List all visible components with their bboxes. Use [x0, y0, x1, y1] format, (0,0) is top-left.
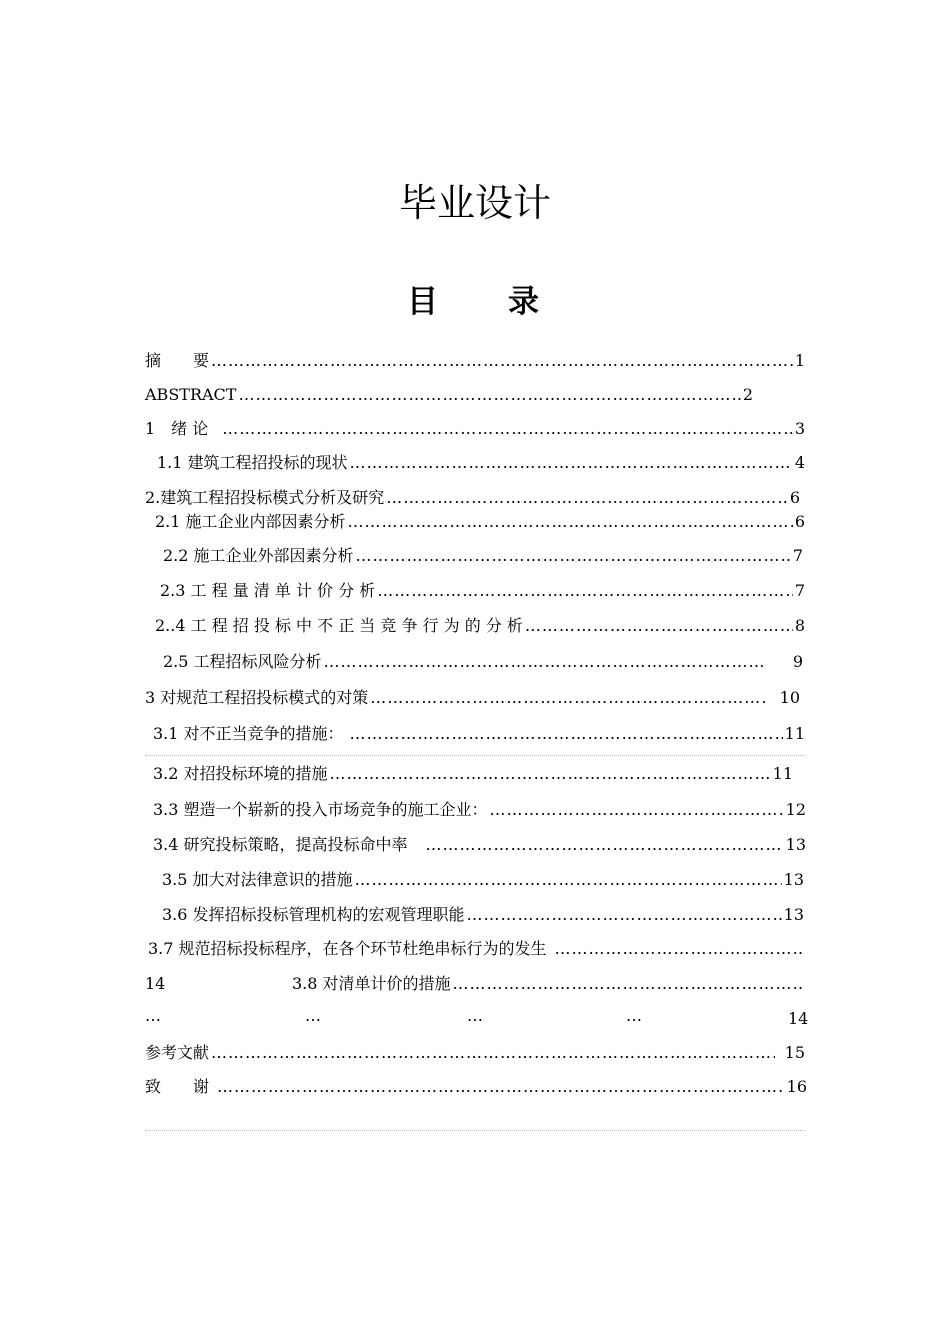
toc-entry-page: 3 [794, 419, 805, 438]
toc-leader-dots [330, 763, 771, 785]
toc-leader-dots [356, 545, 791, 567]
toc-entry-page: 11 [772, 764, 793, 783]
toc-entry-chapter-3[interactable] [145, 687, 800, 709]
toc-entry-label: 2.1 施工企业内部因素分析 [155, 512, 346, 531]
toc-entry-page: 11 [784, 724, 805, 743]
toc-entry-acknowledgements[interactable] [145, 1076, 807, 1098]
toc-leader-dots [377, 580, 793, 602]
toc-entry-3-4[interactable] [153, 834, 806, 856]
toc-entry-2-5[interactable] [163, 651, 803, 673]
toc-leader-dots [355, 869, 782, 891]
toc-entry-3-8[interactable] [292, 973, 805, 995]
toc-entry-label: 2.2 施工企业外部因素分析 [163, 546, 354, 565]
toc-entry-3-7[interactable] [148, 938, 805, 960]
toc-entry-label: 1 绪 论 [145, 419, 209, 438]
toc-entry-2-4[interactable] [155, 615, 805, 637]
toc-entry-1-1[interactable] [157, 452, 805, 474]
toc-entry-2-2[interactable] [163, 545, 803, 567]
toc-entry-page: 14 [145, 974, 166, 993]
toc-entry-page: 13 [783, 905, 804, 924]
toc-entry-label: 2.建筑工程招投标模式分析及研究 [145, 488, 385, 507]
toc-entry-chapter-2[interactable] [145, 487, 800, 509]
toc-entry-page: 13 [783, 870, 804, 889]
toc-entry-page: 9 [792, 652, 803, 671]
toc-leader-dots [350, 723, 783, 745]
toc-leader-dots [238, 384, 740, 406]
toc-entry-page: 2 [742, 385, 753, 404]
toc-entry-abstract-en[interactable] [145, 384, 753, 406]
toc-entry-3-1[interactable] [153, 723, 805, 745]
toc-wrap-dots: … [626, 1006, 642, 1025]
toc-entry-page: 6 [789, 488, 800, 507]
toc-entry-page: 6 [794, 512, 805, 531]
toc-entry-3-2[interactable] [153, 763, 793, 785]
toc-entry-page: 12 [785, 800, 806, 819]
toc-leader-dots [525, 615, 793, 637]
toc-entry-label: 3.5 加大对法律意识的措施 [162, 870, 353, 889]
toc-wrap-dots: … [467, 1006, 483, 1025]
toc-entry-label: 3.1 对不正当竞争的措施： [153, 724, 344, 743]
toc-leader-dots [211, 350, 793, 372]
toc-entry-page: 1 [794, 351, 805, 370]
toc-entry-label: 2.3 工 程 量 清 单 计 价 分 析 [160, 581, 376, 600]
toc-entry-page: 10 [779, 688, 800, 707]
toc-entry-page: 4 [794, 453, 805, 472]
toc-entry-page: 8 [794, 616, 805, 635]
dotted-separator [145, 1130, 805, 1131]
toc-entry-page: 14 [788, 1009, 809, 1028]
toc-entry-3-6[interactable] [162, 904, 804, 926]
toc-entry-label: 致 谢 [145, 1077, 210, 1096]
toc-entry-label: 2..4 工 程 招 投 标 中 不 正 当 竞 争 行 为 的 分 析 [155, 616, 523, 635]
toc-entry-label: 3.4 研究投标策略，提高投标命中率 [153, 835, 408, 854]
toc-leader-dots [211, 1042, 775, 1064]
toc-entry-3-5[interactable] [162, 869, 804, 891]
toc-entry-label: 参考文献 [145, 1043, 210, 1062]
toc-entry-page: 7 [794, 581, 805, 600]
toc-leader-dots [467, 904, 782, 926]
toc-entry-label: 3.7 规范招标投标程序，在各个环节杜绝串标行为的发生 [148, 939, 547, 958]
toc-entry-label: 3.6 发挥招标投标管理机构的宏观管理职能 [162, 905, 465, 924]
toc-entry-page: 7 [792, 546, 803, 565]
toc-entry-2-1[interactable] [155, 511, 805, 533]
toc-leader-dots [490, 799, 784, 821]
toc-entry-label: 3.2 对招投标环境的措施 [153, 764, 328, 783]
toc-entry-chapter-1[interactable] [145, 418, 805, 440]
toc-entry-label: 2.5 工程招标风险分析 [163, 652, 322, 671]
toc-entry-page: 15 [784, 1043, 805, 1062]
toc-leader-dots [426, 834, 784, 856]
toc-leader-dots [217, 1076, 785, 1098]
toc-entry-references[interactable] [145, 1042, 805, 1064]
toc-entry-label: 3.8 对清单计价的措施 [292, 974, 451, 993]
dotted-separator [145, 755, 805, 756]
toc-entry-label: ABSTRACT [145, 385, 237, 404]
toc-leader-dots [348, 511, 793, 533]
toc-leader-dots [555, 938, 803, 960]
toc-wrap-dots: … [305, 1006, 321, 1025]
toc-leader-dots [324, 651, 767, 673]
toc-leader-dots [350, 452, 793, 474]
toc-leader-dots [222, 418, 793, 440]
toc-entry-label: 1.1 建筑工程招投标的现状 [157, 453, 348, 472]
toc-entry-label: 3.3 塑造一个崭新的投入市场竞争的施工企业： [153, 800, 488, 819]
toc-entry-page: 13 [785, 835, 806, 854]
toc-entry-page: 16 [786, 1077, 807, 1096]
toc-entry-2-3[interactable] [160, 580, 805, 602]
document-title: 毕业设计 [398, 181, 551, 225]
toc-wrap-dots: … [145, 1006, 161, 1025]
toc-entry-label: 3 对规范工程招投标模式的对策 [145, 688, 369, 707]
toc-entry-label: 摘 要 [145, 351, 210, 370]
toc-heading: 目录 [407, 284, 609, 320]
toc-entry-3-7-page [145, 973, 165, 995]
toc-leader-dots [386, 487, 788, 509]
toc-leader-dots [453, 973, 803, 995]
toc-entry-abstract-cn[interactable] [145, 350, 805, 372]
toc-leader-dots [370, 687, 767, 709]
toc-entry-3-3[interactable] [153, 799, 806, 821]
